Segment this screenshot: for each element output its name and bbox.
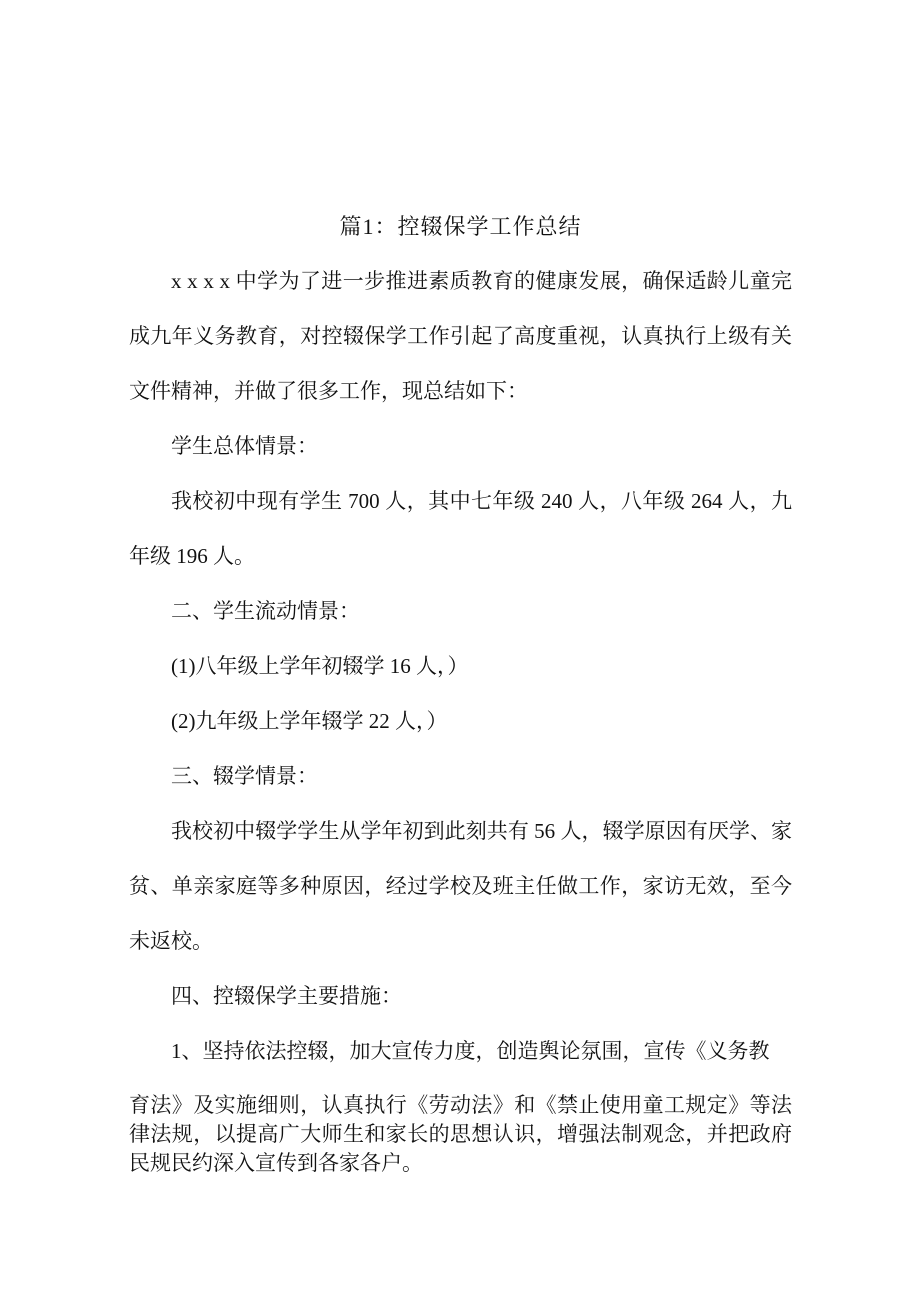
list-item-grade8-dropouts: (1)八年级上学年初辍学 16 人，） [171,654,469,678]
student-count-paragraph: 我校初中现有学生 700 人，其中七年级 240 人，八年级 264 人，九年级 196 人。 [129,489,792,568]
section-heading-main-measures: 四、控辍保学主要措施： [171,984,402,1008]
document-page [129,199,792,1178]
section-heading-dropout-situation: 三、辍学情景： [171,764,318,788]
document-title: 篇1：控辍保学工作总结 [339,214,582,239]
dropout-detail-paragraph: 我校初中辍学学生从学年初到此刻共有 56 人，辍学原因有厌学、家贫、单亲家庭等多种原因，经过学校及班主任做工作，家访无效，至今未返校。 [129,819,792,953]
section-heading-student-mobility: 二、学生流动情景： [171,599,360,623]
intro-paragraph: x x x x 中学为了进一步推进素质教育的健康发展，确保适龄儿童完成九年义务教育，对控辍保学工作引起了高度重视，认真执行上级有关文件精神，并做了很多工作，现总结如下： [129,269,792,403]
section-heading-student-overview: 学生总体情景： [171,434,318,458]
measure-1-continuation-paragraph: 育法》及实施细则，认真执行《劳动法》和《禁止使用童工规定》等法律法规，以提高广大师生和家长的思想认识，增强法制观念，并把政府民规民约深入宣传到各家各户。 [129,1093,792,1175]
measure-1-paragraph: 1、坚持依法控辍，加大宣传力度，创造舆论氛围，宣传《义务教 [171,1039,770,1063]
list-item-grade9-dropouts: (2)九年级上学年辍学 22 人，） [171,709,448,733]
